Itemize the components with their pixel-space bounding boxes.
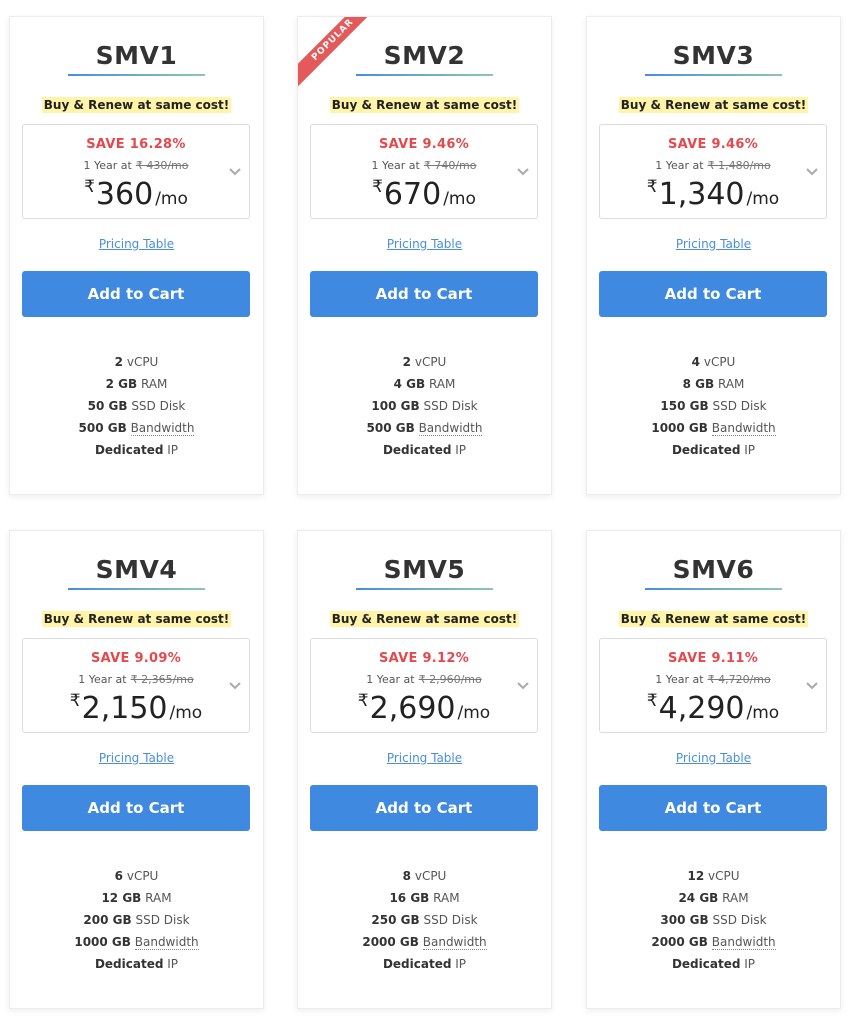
plan-name: SMV4 [95,555,178,584]
old-price: ₹ 2,960/mo [418,673,482,686]
save-label: SAVE 9.46% [378,137,470,152]
spec-bandwidth: 500 GB Bandwidth [366,421,483,435]
spec-ip: Dedicated IP [671,443,756,457]
old-price: ₹ 2,365/mo [130,673,194,686]
spec-bandwidth: 2000 GB Bandwidth [651,935,776,949]
spec-ip: Dedicated IP [382,957,467,971]
price-period: /mo [443,189,476,209]
spec-list [10,351,263,461]
spec-bandwidth: 1000 GB Bandwidth [651,421,776,435]
price-period: /mo [457,703,491,723]
old-price: ₹ 740/mo [423,159,477,172]
add-to-cart-button[interactable]: Add to Cart [310,271,538,317]
spec-disk: 100 GB SSD Disk [371,399,478,413]
save-label: SAVE 16.28% [86,137,186,152]
title-underline [68,588,205,590]
plan-card-smv6 [586,530,841,1009]
price [23,691,249,726]
old-price: ₹ 1,480/mo [707,159,771,172]
price-amount: 360 [95,177,154,212]
spec-vcpu: 2 vCPU [114,355,159,369]
price-selector[interactable] [599,124,827,219]
renew-badge: Buy & Renew at same cost! [43,98,230,112]
spec-disk: 150 GB SSD Disk [660,399,767,413]
spec-disk: 250 GB SSD Disk [371,913,478,927]
title-underline [645,588,782,590]
spec-list [298,351,551,461]
spec-vcpu: 4 vCPU [691,355,736,369]
spec-ram: 24 GB RAM [678,891,749,905]
title-underline [645,74,782,76]
add-to-cart-button[interactable]: Add to Cart [599,785,827,831]
renew-badge: Buy & Renew at same cost! [331,612,518,626]
save-label: SAVE 9.09% [90,651,182,666]
spec-vcpu: 8 vCPU [402,869,447,883]
price-selector[interactable] [310,124,538,219]
spec-disk: 300 GB SSD Disk [660,913,767,927]
spec-disk: 50 GB SSD Disk [87,399,186,413]
save-label: SAVE 9.46% [667,137,759,152]
spec-list [587,865,840,975]
pricing-table-link[interactable]: Pricing Table [675,237,752,251]
spec-ip: Dedicated IP [671,957,756,971]
spec-bandwidth: 500 GB Bandwidth [78,421,195,435]
price-selector[interactable] [22,124,250,219]
price [311,177,537,212]
plan-name: SMV6 [672,555,755,584]
chevron-down-icon[interactable] [515,163,531,179]
plan-card-smv2 [297,16,552,495]
price-period: /mo [155,189,188,209]
renew-badge: Buy & Renew at same cost! [620,98,807,112]
title-underline [68,74,205,76]
pricing-table-link[interactable]: Pricing Table [386,751,463,765]
title-underline [356,74,493,76]
price-selector[interactable] [310,638,538,733]
price-period: /mo [746,703,780,723]
spec-ram: 16 GB RAM [389,891,460,905]
save-label: SAVE 9.11% [667,651,759,666]
renew-badge: Buy & Renew at same cost! [43,612,230,626]
currency-symbol: ₹ [357,691,369,711]
price-amount: 4,290 [658,691,745,726]
title-underline [356,588,493,590]
pricing-table-link[interactable]: Pricing Table [98,237,175,251]
popular-ribbon: POPULAR [297,16,385,92]
price-amount: 670 [383,177,442,212]
chevron-down-icon[interactable] [515,677,531,693]
term-label: 1 Year at [83,159,132,172]
pricing-table-link[interactable]: Pricing Table [675,751,752,765]
term-label: 1 Year at [655,159,704,172]
term-label: 1 Year at [366,673,415,686]
price-selector[interactable] [22,638,250,733]
currency-symbol: ₹ [69,691,81,711]
price [600,177,826,212]
spec-bandwidth: 1000 GB Bandwidth [74,935,199,949]
spec-vcpu: 2 vCPU [402,355,447,369]
spec-ip: Dedicated IP [94,443,179,457]
currency-symbol: ₹ [646,691,658,711]
save-label: SAVE 9.12% [378,651,470,666]
spec-ip: Dedicated IP [382,443,467,457]
price [311,691,537,726]
spec-list [298,865,551,975]
plan-name: SMV1 [95,41,178,70]
price-amount: 2,690 [369,691,456,726]
chevron-down-icon[interactable] [804,677,820,693]
price-amount: 1,340 [658,177,745,212]
currency-symbol: ₹ [372,177,383,197]
plan-card-smv3 [586,16,841,495]
plan-name: SMV3 [672,41,755,70]
spec-ram: 2 GB RAM [105,377,168,391]
spec-ram: 4 GB RAM [393,377,456,391]
pricing-table-link[interactable]: Pricing Table [386,237,463,251]
spec-disk: 200 GB SSD Disk [83,913,190,927]
price [23,177,249,212]
price [600,691,826,726]
currency-symbol: ₹ [84,177,95,197]
spec-ram: 12 GB RAM [101,891,172,905]
spec-list [587,351,840,461]
term-label: 1 Year at [371,159,420,172]
chevron-down-icon[interactable] [227,677,243,693]
spec-ram: 8 GB RAM [682,377,745,391]
plan-name: SMV2 [383,41,466,70]
chevron-down-icon[interactable] [804,163,820,179]
price-period: /mo [169,703,203,723]
term-label: 1 Year at [655,673,704,686]
price-selector[interactable] [599,638,827,733]
pricing-table-link[interactable]: Pricing Table [98,751,175,765]
price-amount: 2,150 [81,691,168,726]
chevron-down-icon[interactable] [227,163,243,179]
plan-card-smv1 [9,16,264,495]
old-price: ₹ 430/mo [135,159,189,172]
renew-badge: Buy & Renew at same cost! [620,612,807,626]
plan-card-smv5 [297,530,552,1009]
currency-symbol: ₹ [646,177,658,197]
price-period: /mo [746,189,780,209]
add-to-cart-button[interactable]: Add to Cart [310,785,538,831]
spec-bandwidth: 2000 GB Bandwidth [362,935,487,949]
add-to-cart-button[interactable]: Add to Cart [22,271,250,317]
add-to-cart-button[interactable]: Add to Cart [599,271,827,317]
spec-vcpu: 12 vCPU [687,869,740,883]
spec-vcpu: 6 vCPU [114,869,159,883]
add-to-cart-button[interactable]: Add to Cart [22,785,250,831]
old-price: ₹ 4,720/mo [707,673,771,686]
plan-name: SMV5 [383,555,466,584]
plan-card-smv4 [9,530,264,1009]
spec-list [10,865,263,975]
renew-badge: Buy & Renew at same cost! [331,98,518,112]
spec-ip: Dedicated IP [94,957,179,971]
term-label: 1 Year at [78,673,127,686]
